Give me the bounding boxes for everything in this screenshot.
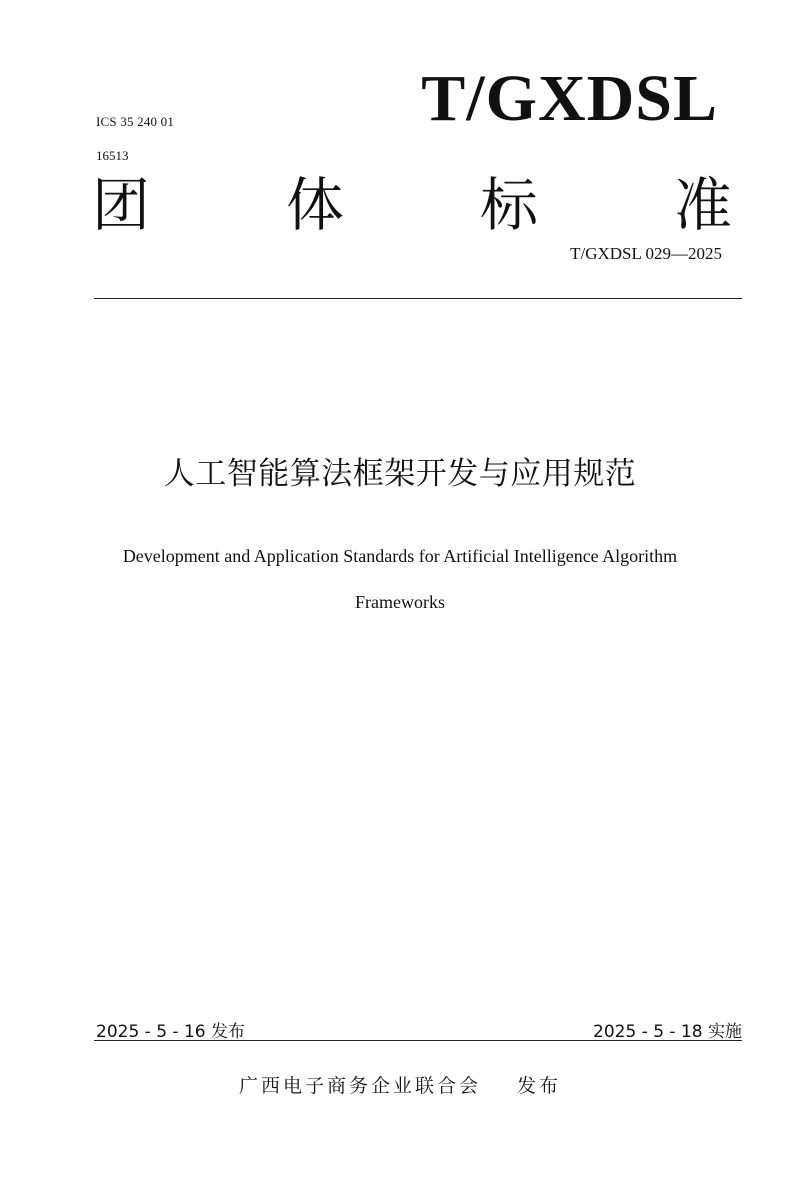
header-divider bbox=[94, 298, 742, 299]
implementation-date: 2025 - 5 - 18 实施 bbox=[593, 1022, 742, 1042]
document-title-english-line1: Development and Application Standards for Artificial Intelligence Algorithm bbox=[122, 546, 678, 566]
ics-code: ICS 35 240 01 bbox=[96, 114, 175, 129]
standard-kind-char: 体 bbox=[285, 171, 344, 239]
publisher-action: 发布 bbox=[517, 1075, 562, 1097]
publisher-line bbox=[0, 1071, 800, 1098]
footer-divider bbox=[94, 1040, 742, 1041]
standard-kind-heading bbox=[92, 171, 732, 239]
standard-kind-char: 团 bbox=[92, 171, 151, 239]
standard-kind-char: 标 bbox=[479, 171, 538, 239]
document-title-chinese: 人工智能算法框架开发与应用规范 bbox=[163, 456, 637, 492]
issue-date: 2025 - 5 - 16 发布 bbox=[96, 1022, 245, 1042]
document-title-english-line2: Frameworks bbox=[355, 592, 445, 612]
ccs-code: 16513 bbox=[96, 148, 129, 163]
standard-brand: T/GXDSL bbox=[421, 62, 718, 135]
standard-kind-char: 准 bbox=[673, 171, 732, 239]
publisher-organization: 广西电子商务企业联合会 bbox=[238, 1075, 481, 1097]
standard-number: T/GXDSL 029—2025 bbox=[570, 244, 722, 263]
